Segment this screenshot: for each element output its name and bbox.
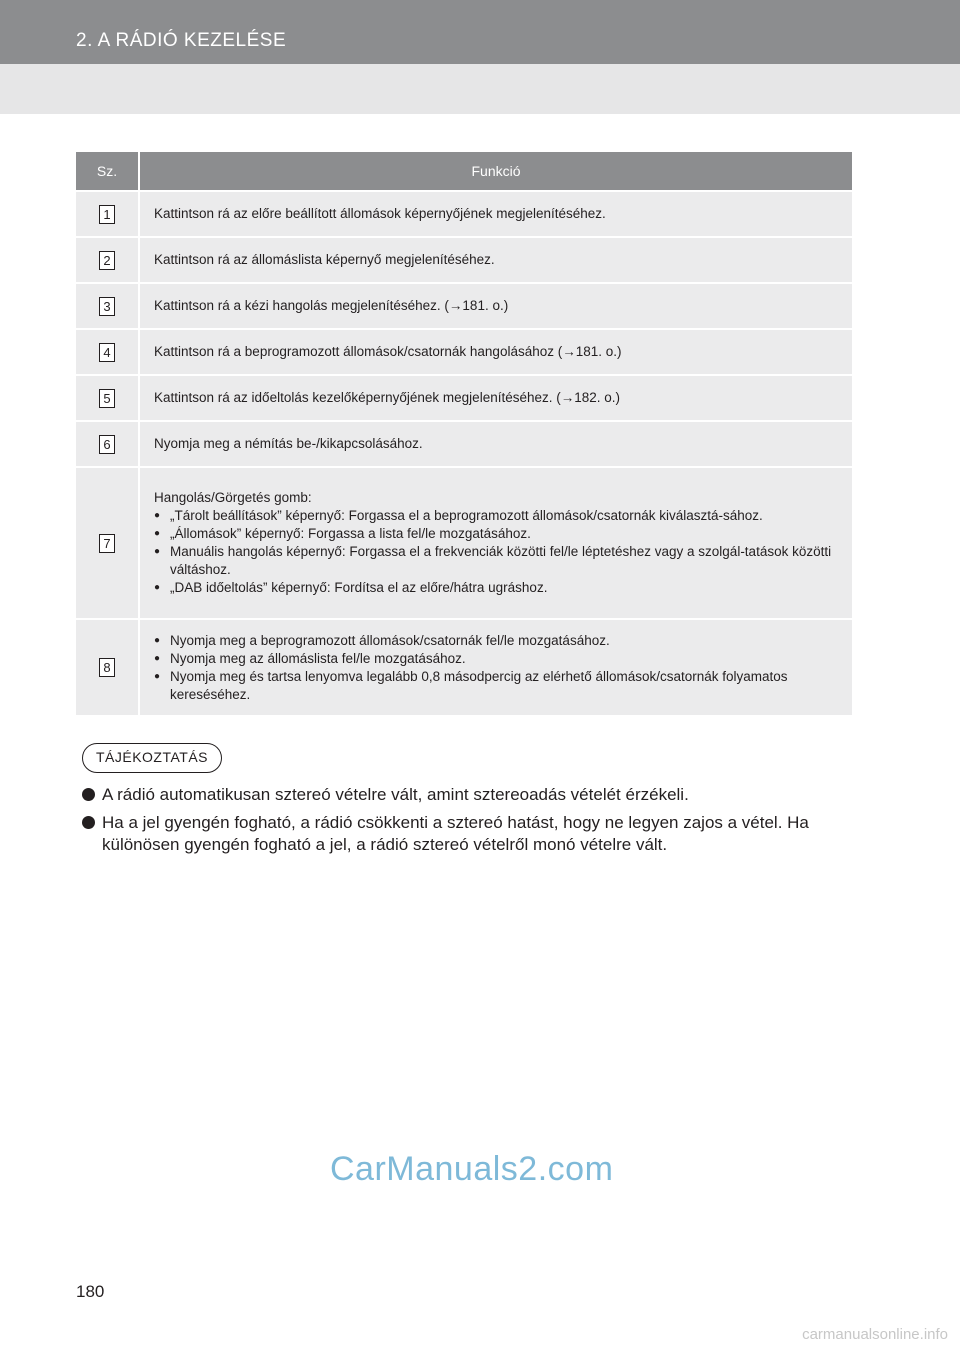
- number-box: 6: [99, 435, 115, 454]
- watermark: CarManuals2.com: [330, 1150, 614, 1188]
- info-note: [82, 784, 862, 806]
- table-row: [76, 421, 852, 467]
- row-number-cell: [76, 467, 139, 619]
- list-item: ● Nyomja meg az állomáslista fel/le mozgatásához.: [154, 650, 838, 668]
- number-box: 3: [99, 297, 115, 316]
- list-item: ● Manuális hangolás képernyő: Forgassa el a frekvenciák közötti fel/le léptetéshez vagy a szolgál-tatások közötti váltáshoz.: [154, 543, 838, 579]
- info-note-text: Ha a jel gyengén fogható, a rádió csökkenti a sztereó hatást, hogy ne legyen zajos a vétel. Ha különösen gyengén fogható a jel, a rádió sztereó vételről monó vételre vált.: [102, 813, 809, 854]
- row-description: Nyomja meg a némítás be-/kikapcsolásához.: [139, 421, 852, 467]
- footer-site-mark: carmanualsonline.info: [802, 1326, 948, 1343]
- row-number-cell: [76, 375, 139, 421]
- info-badge: TÁJÉKOZTATÁS: [82, 743, 222, 773]
- section-title: 2. A RÁDIÓ KEZELÉSE: [76, 30, 287, 51]
- row-intro: Hangolás/Görgetés gomb:: [154, 490, 312, 505]
- row-description: Kattintson rá a kézi hangolás megjelenítéséhez. (→181. o.): [139, 283, 852, 329]
- list-item: ● „Tárolt beállítások” képernyő: Forgassa el a beprogramozott állomások/csatornák kiválasztá-sához.: [154, 507, 838, 525]
- table-row: [76, 375, 852, 421]
- header-subband: [0, 64, 960, 114]
- row-description: Kattintson rá a beprogramozott állomások/csatornák hangolásához (→181. o.): [139, 329, 852, 375]
- table-row: [76, 329, 852, 375]
- row-number-cell: [76, 619, 139, 715]
- table-header-row: [76, 152, 852, 191]
- list-item: ● Nyomja meg a beprogramozott állomások/csatornák fel/le mozgatásához.: [154, 632, 838, 650]
- table-row: [76, 467, 852, 619]
- table-row: [76, 191, 852, 237]
- row-description: [139, 467, 852, 619]
- number-box: 5: [99, 389, 115, 408]
- row-number-cell: [76, 283, 139, 329]
- bullet-list: [154, 632, 838, 704]
- table-row: [76, 283, 852, 329]
- row-description: Kattintson rá az előre beállított állomások képernyőjének megjelenítéséhez.: [139, 191, 852, 237]
- bullet-list: [154, 507, 838, 597]
- info-notes: [82, 784, 862, 862]
- table-row: [76, 237, 852, 283]
- number-box: 2: [99, 251, 115, 270]
- row-description: Kattintson rá az állomáslista képernyő megjelenítéséhez.: [139, 237, 852, 283]
- bullet-dot-icon: [82, 788, 95, 801]
- list-item: ● „Állomások” képernyő: Forgassa a lista fel/le mozgatásához.: [154, 525, 838, 543]
- info-note: [82, 812, 862, 856]
- number-box: 1: [99, 205, 115, 224]
- row-description: Kattintson rá az időeltolás kezelőképernyőjének megjelenítéséhez. (→182. o.): [139, 375, 852, 421]
- page-number: 180: [76, 1282, 105, 1301]
- column-header-number: Sz.: [76, 152, 139, 191]
- table-row: [76, 619, 852, 715]
- info-note-text: A rádió automatikusan sztereó vételre vált, amint sztereoadás vételét érzékeli.: [102, 785, 689, 804]
- row-description: [139, 619, 852, 715]
- row-number-cell: [76, 421, 139, 467]
- function-table: [76, 152, 852, 715]
- number-box: 8: [99, 658, 115, 677]
- column-header-function: Funkció: [139, 152, 852, 191]
- number-box: 7: [99, 534, 115, 553]
- list-item: ● „DAB időeltolás” képernyő: Fordítsa el az előre/hátra ugráshoz.: [154, 579, 838, 597]
- row-number-cell: [76, 237, 139, 283]
- bullet-dot-icon: [82, 816, 95, 829]
- row-number-cell: [76, 329, 139, 375]
- number-box: 4: [99, 343, 115, 362]
- list-item: ● Nyomja meg és tartsa lenyomva legalább 0,8 másodpercig az elérhető állomások/csatornák folyamatos kereséséhez.: [154, 668, 838, 704]
- row-number-cell: [76, 191, 139, 237]
